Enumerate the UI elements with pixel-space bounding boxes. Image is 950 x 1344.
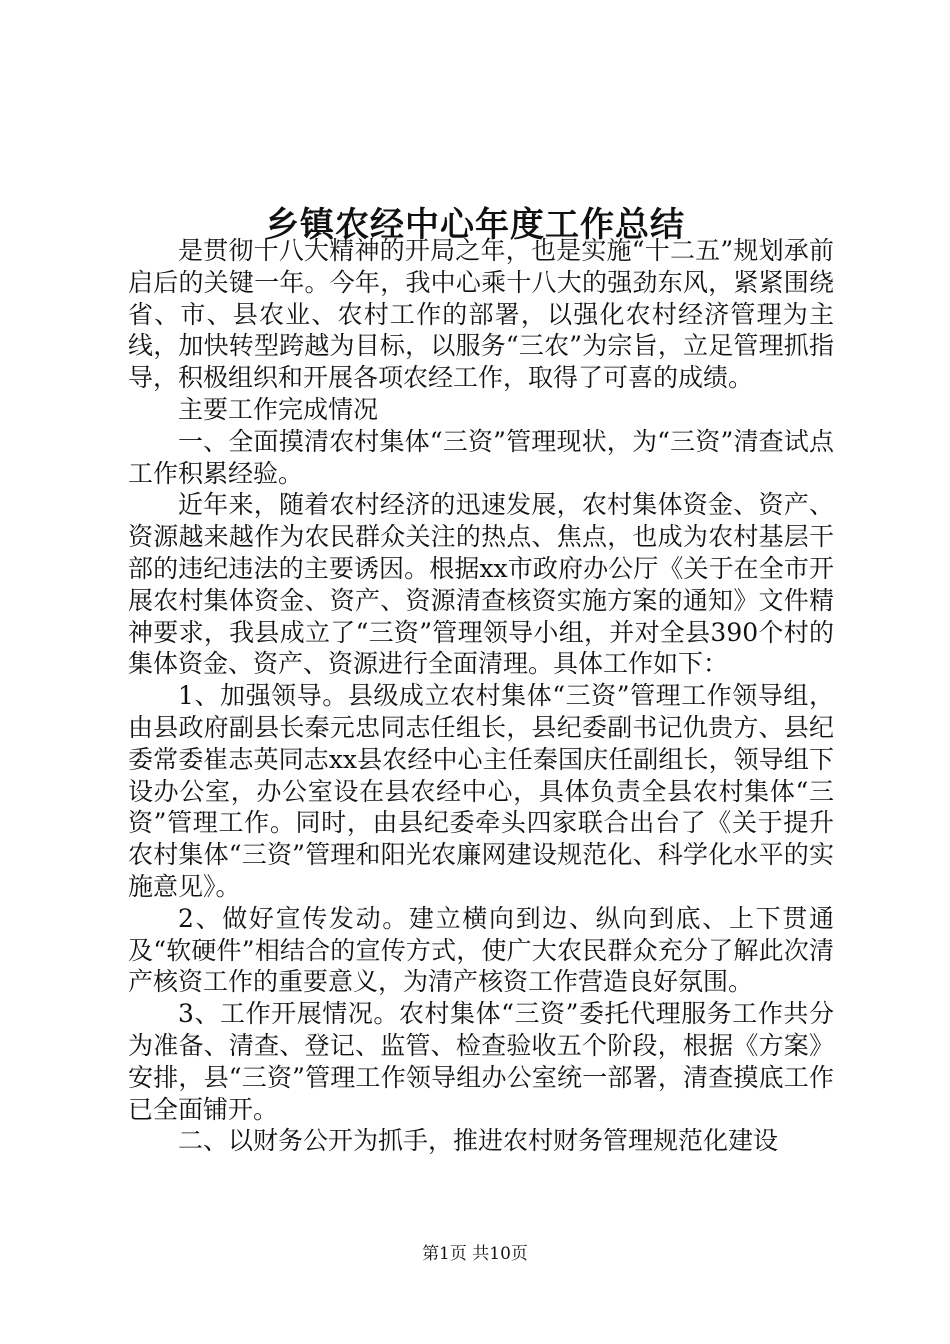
paragraph-item-2: 2、做好宣传发动。建立横向到边、纵向到底、上下贯通及“软硬件”相结合的宣传方式，使广大农民群众充分了解此次清产核资工作的重要意义，为清产核资工作营造良好氛围。	[128, 903, 834, 997]
page-title: 乡镇农经中心年度工作总结	[265, 204, 685, 245]
page-footer: 第1页 共10页	[422, 1244, 528, 1264]
section-heading-one: 一、全面摸清农村集体“三资”管理现状，为“三资”清查试点工作积累经验。	[128, 426, 834, 488]
paragraph-item-3: 3、工作开展情况。农村集体“三资”委托代理服务工作共分为准备、清查、登记、监管、检查验收五个阶段，根据《方案》安排，县“三资”管理工作领导组办公室统一部署，清查摸底工作已全面铺开。	[128, 999, 834, 1124]
paragraph-intro: 是贯彻十八大精神的开局之年，也是实施“十二五”规划承前启后的关键一年。今年，我中心乘十八大的强劲东风，紧紧围绕省、市、县农业、农村工作的部署，以强化农村经济管理为主线，加快转型跨越为目标，以服务“三农”为宗旨，立足管理抓指导，积极组织和开展各项农经工作，取得了可喜的成绩。	[128, 236, 834, 393]
section-heading-two: 二、以财务公开为抓手，推进农村财务管理规范化建设	[178, 1126, 779, 1156]
section-heading-main-work: 主要工作完成情况	[178, 394, 379, 424]
paragraph-item-1: 1、加强领导。县级成立农村集体“三资”管理工作领导组，由县政府副县长秦元忠同志任组长，县纪委副书记仇贵方、县纪委常委崔志英同志xx县农经中心主任秦国庆任副组长，领导组下设办公室，办公室设在县农经中心，具体负责全县农村集体“三资”管理工作。同时，由县纪委牵头四家联合出台了《关于提升农村集体“三资”管理和阳光农廉网建设规范化、科学化水平的实施意见》。	[128, 681, 834, 901]
paragraph-background: 近年来，随着农村经济的迅速发展，农村集体资金、资产、资源越来越作为农民群众关注的热点、焦点，也成为农村基层干部的违纪违法的主要诱因。根据xx市政府办公厅《关于在全市开展农村集体资金、资产、资源清查核资实施方案的通知》文件精神要求，我县成立了“三资”管理领导小组，并对全县390个村的集体资金、资产、资源进行全面清理。具体工作如下：	[128, 490, 834, 679]
document-body	[128, 235, 834, 1157]
